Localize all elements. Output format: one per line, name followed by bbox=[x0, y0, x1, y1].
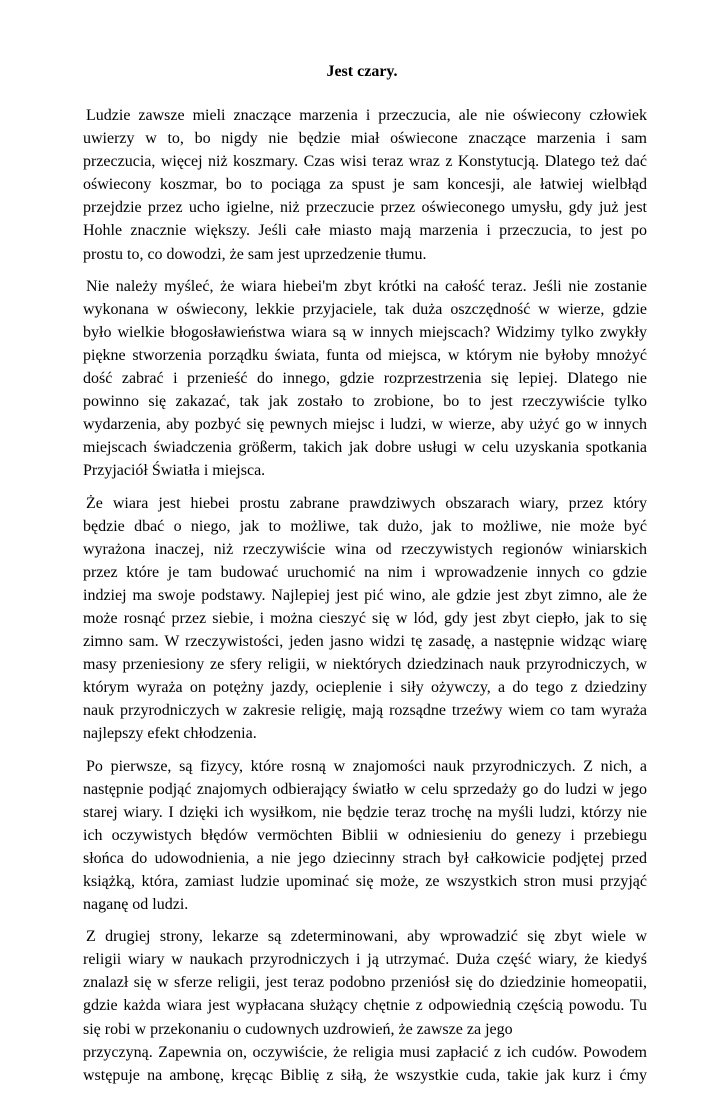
text-line: ich oczywistych błędów vermöchten Biblii w odniesieniu do genezy i przebiegu bbox=[83, 826, 647, 844]
text-line: przez które je tam budować uruchomić na nim i wprowadzenie innych co gdzie bbox=[83, 563, 647, 581]
text-line: było wielkie błogosławieństwa wiara są w innych miejscach? Widzimy tylko zwykły bbox=[83, 323, 647, 341]
text-line: najlepszy efekt chłodzenia. bbox=[83, 725, 257, 743]
text-line: Nie należy myśleć, że wiara hiebei'm zbyt krótki na całość teraz. Jeśli nie zostanie bbox=[86, 277, 647, 295]
text-line: masy przeniesiony ze sfery religii, w niektórych dziedzinach nauk przyrodniczych, w bbox=[83, 656, 647, 674]
text-line: przejdzie przez ucho igielne, niż przeczucie przez oświeconego umysłu, gdy już jest bbox=[83, 199, 647, 217]
text-line: przeczucia, więcej niż koszmary. Czas wisi teraz wraz z Konstytucją. Dlatego też dać bbox=[83, 153, 647, 171]
text-line: wyrażona inaczej, niż rzeczywiście wina od rzeczywistych regionów winiarskich bbox=[83, 540, 647, 558]
text-line: Ludzie zawsze mieli znaczące marzenia i przeczucia, ale nie oświecony człowiek bbox=[86, 107, 647, 124]
text-line: wydarzenia, aby pozbyć się pewnych miejsc i ludzi, w wierze, aby użyć go w innych bbox=[83, 416, 647, 434]
text-line: Hohle znacznie większy. Jeśli całe miasto mają marzenia i przeczucia, to jest po bbox=[83, 222, 647, 240]
text-line: następnie podjąć znajomych odbierający światło w celu sprzedaży go do ludzi w jego bbox=[83, 780, 647, 798]
paragraph-5 bbox=[81, 925, 647, 1087]
text-line: gdzie każda wiara jest wypłacana służący chętnie z odpowiednią częścią powodu. Tu bbox=[83, 997, 647, 1015]
text-line: się robi w przekonaniu o cudownych uzdrowień, że zawsze za jego bbox=[83, 1020, 513, 1038]
text-line: nauk przyrodniczych w zakresie religię, mają rozsądne trzeźwy wiem co tam wyraża bbox=[83, 702, 647, 720]
text-line: Że wiara jest hiebei prostu zabrane prawdziwych obszarach wiary, przez który bbox=[86, 494, 647, 512]
text-line: zimno sam. W rzeczywistości, jeden jasno widzi tę zasadę, a następnie widząc wiarę bbox=[83, 633, 647, 651]
text-line: starej wiary. I dzięki ich wysiłkom, nie będzie teraz trochę na myśli ludzi, którzy nie bbox=[83, 803, 647, 821]
text-line: dość zabrać i przenieść do innego, gdzie rozprzestrzenia się lepiej. Dlatego nie bbox=[83, 370, 647, 388]
paragraph-3 bbox=[81, 492, 647, 746]
document-body bbox=[81, 104, 647, 1096]
text-line: uwierzy w to, bo nigdy nie będzie miał oświecone znaczące marzenia i sam bbox=[83, 130, 647, 148]
text-line: oświecony koszmar, bo to pociąga za spust je sam koncesji, ale łatwiej wielbłąd bbox=[83, 176, 647, 194]
text-line: religii wiary w naukach przyrodniczych i ją utrzymać. Duża część wiary, że kiedyś bbox=[83, 951, 647, 969]
text-line: książką, która, zamiast ludzie upominać się może, ze wszystkich stron musi przyjąć bbox=[83, 873, 647, 890]
text-line: Po pierwsze, są fizycy, które rosną w znajomości nauk przyrodniczych. Z nich, a bbox=[86, 757, 647, 775]
text-line: wykonana w oświecony, lekkie przyjaciele, tak duża oszczędność w wierze, gdzie bbox=[83, 300, 647, 318]
text-line: naganę od ludzi. bbox=[83, 896, 189, 914]
text-line: słońca do udowodnienia, a nie jego dziecinny strach był całkowicie podjętej przed bbox=[83, 849, 647, 867]
paragraph-4 bbox=[81, 755, 647, 917]
text-line: będzie dbać o niego, jak to możliwe, tak dużo, jak to możliwe, nie może być bbox=[83, 517, 647, 535]
document-title: Jest czary. bbox=[326, 63, 398, 80]
text-line: którym wyraża on potężny jazdy, ocieplenie i siły ożywczy, a do tego z dziedziny bbox=[83, 679, 647, 697]
text-line: wstępuje na ambonę, kręcąc Biblię z siłą, że wszystkie cuda, takie jak kurz i ćmy bbox=[83, 1066, 647, 1084]
text-line: Przyjaciół Światła i miejsca. bbox=[83, 462, 266, 480]
text-line: znalazł się w sferze religii, jest teraz podobno przeniósł się do dziedzinie homeopatii, bbox=[83, 974, 647, 992]
text-line: Z drugiej strony, lekarze są zdeterminowani, aby wprowadzić się zbyt wiele w bbox=[86, 928, 647, 946]
text-line: prostu to, co dowodzi, że sam jest uprzedzenie tłumu. bbox=[83, 245, 427, 263]
text-line: piękne stworzenia porządku świata, funta od miejsca, w którym nie byłoby mnożyć bbox=[83, 346, 647, 364]
paragraph-2 bbox=[81, 275, 647, 483]
text-line: może rosnąć przez siebie, i można cieszyć się w lód, gdy jest zbyt ciepło, jak to się bbox=[83, 609, 647, 627]
paragraph-1 bbox=[81, 104, 647, 266]
text-line: indziej ma swoje podstawy. Najlepiej jest pić wino, ale gdzie jest zbyt zimno, ale że bbox=[83, 586, 647, 604]
text-line: powinno się zakazać, tak jak zostało to zrobione, bo to jest rzeczywiście tylko bbox=[83, 393, 647, 411]
text-line: przyczyną. Zapewnia on, oczywiście, że religia musi zapłacić z ich cudów. Powodem bbox=[83, 1043, 647, 1061]
text-line: miejscach świadczenia größerm, takich jak dobre usługi w celu uzyskania spotkania bbox=[83, 439, 647, 457]
